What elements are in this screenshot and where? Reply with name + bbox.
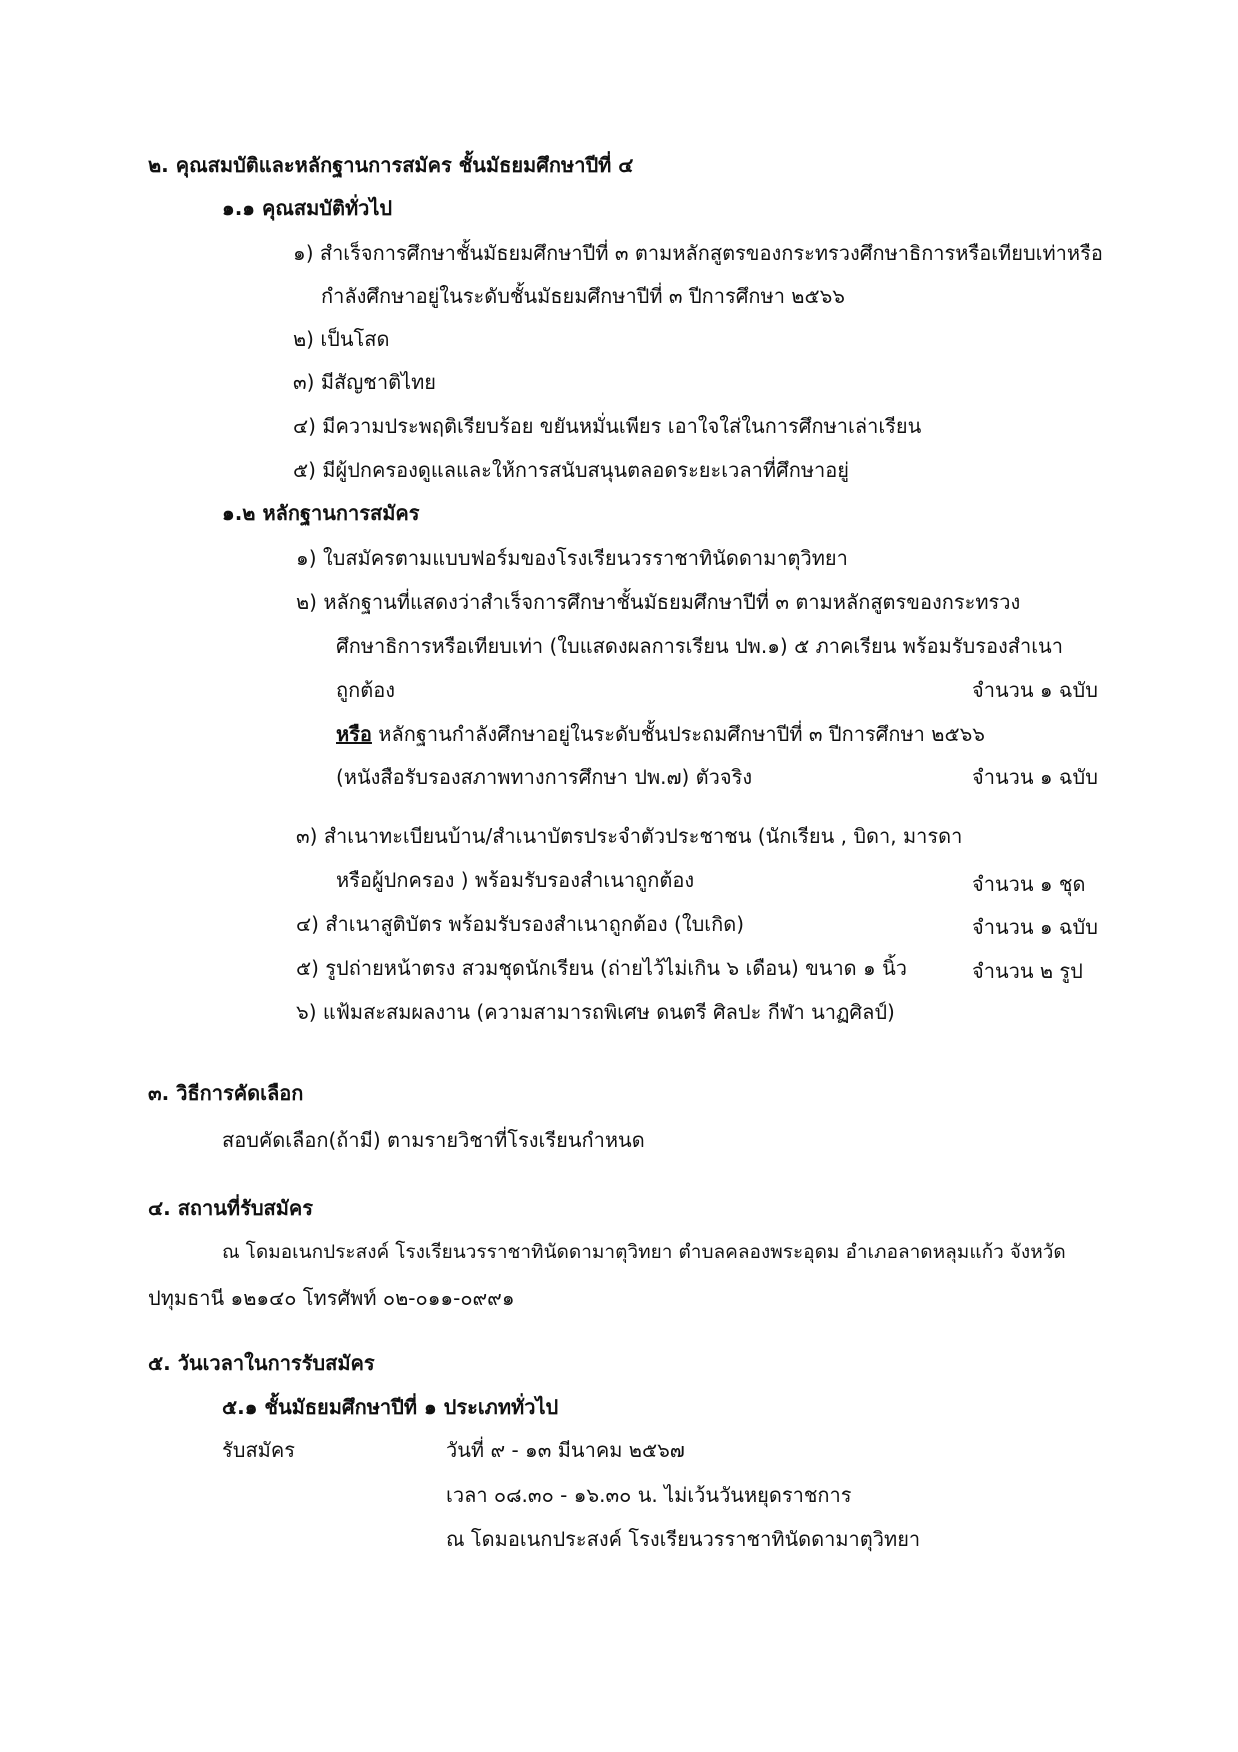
document-item-2-line-1: ๒) หลักฐานที่แสดงว่าสำเร็จการศึกษาชั้นมัธยมศึกษาปีที่ ๓ ตามหลักสูตรของกระทรวง — [296, 590, 1021, 614]
application-label: รับสมัคร — [222, 1438, 295, 1462]
document-item-2-line-5: (หนังสือรับรองสภาพทางการศึกษา ปพ.๗) ตัวจริง — [336, 765, 753, 789]
document-item-4: ๔) สำเนาสูติบัตร พร้อมรับรองสำเนาถูกต้อง (ใบเกิด) — [296, 912, 745, 936]
document-item-5: ๕) รูปถ่ายหน้าตรง สวมชุดนักเรียน (ถ่ายไว้ไม่เกิน ๖ เดือน) ขนาด ๑ นิ้ว — [296, 956, 907, 980]
document-item-2-line-3: ถูกต้อง — [336, 678, 395, 702]
qualification-item-5: ๕) มีผู้ปกครองดูแลและให้การสนับสนุนตลอดระยะเวลาที่ศึกษาอยู่ — [293, 458, 849, 482]
document-item-3-quantity: จำนวน ๑ ชุด — [972, 872, 1086, 896]
qualification-item-3: ๓) มีสัญชาติไทย — [293, 370, 437, 394]
document-item-2-line-2: ศึกษาธิการหรือเทียบเท่า (ใบแสดงผลการเรียน ปพ.๑) ๕ ภาคเรียน พร้อมรับรองสำเนา — [336, 634, 1063, 658]
document-item-3-line-2: หรือผู้ปกครอง ) พร้อมรับรองสำเนาถูกต้อง — [336, 868, 695, 892]
document-item-2-line-4 — [336, 724, 985, 744]
qualification-item-4: ๔) มีความประพฤติเรียบร้อย ขยันหมั่นเพียร เอาใจใส่ในการศึกษาเล่าเรียน — [293, 414, 922, 438]
section-5-1-heading: ๕.๑ ชั้นมัธยมศึกษาปีที่ ๑ ประเภททั่วไป — [222, 1395, 559, 1419]
or-word: หรือ — [336, 722, 372, 746]
application-time: เวลา ๐๘.๓๐ - ๑๖.๓๐ น. ไม่เว้นวันหยุดราชการ — [446, 1483, 852, 1507]
section-4-line-2: ปทุมธานี ๑๒๑๔๐ โทรศัพท์ ๐๒-๐๑๑-๐๙๙๑ — [148, 1286, 515, 1310]
document-item-2-alt-text: หลักฐานกำลังศึกษาอยู่ในระดับชั้นประถมศึกษาปีที่ ๓ ปีการศึกษา ๒๕๖๖ — [371, 722, 985, 746]
section-3-text: สอบคัดเลือก(ถ้ามี) ตามรายวิชาที่โรงเรียนกำหนด — [222, 1128, 645, 1152]
section-2-heading: ๒. คุณสมบัติและหลักฐานการสมัคร ชั้นมัธยมศึกษาปีที่ ๔ — [148, 153, 634, 177]
document-item-6: ๖) แฟ้มสะสมผลงาน (ความสามารถพิเศษ ดนตรี ศิลปะ กีฬา นาฏศิลป์) — [296, 1000, 895, 1024]
qualification-item-1-cont: กำลังศึกษาอยู่ในระดับชั้นมัธยมศึกษาปีที่ ๓ ปีการศึกษา ๒๕๖๖ — [321, 284, 846, 308]
application-place: ณ โดมอเนกประสงค์ โรงเรียนวรราชาทินัดดามาตุวิทยา — [446, 1527, 921, 1551]
section-4-heading: ๔. สถานที่รับสมัคร — [148, 1196, 314, 1220]
document-item-5-quantity: จำนวน ๒ รูป — [972, 959, 1083, 983]
document-item-2-quantity: จำนวน ๑ ฉบับ — [972, 678, 1098, 702]
qualification-item-1: ๑) สำเร็จการศึกษาชั้นมัธยมศึกษาปีที่ ๓ ตามหลักสูตรของกระทรวงศึกษาธิการหรือเทียบเท่าหรือ — [293, 241, 1103, 265]
document-item-2-alt-quantity: จำนวน ๑ ฉบับ — [972, 765, 1098, 789]
section-2-1-heading: ๑.๑ คุณสมบัติทั่วไป — [222, 196, 393, 220]
qualification-item-2: ๒) เป็นโสด — [293, 327, 390, 351]
section-4-line-1: ณ โดมอเนกประสงค์ โรงเรียนวรราชาทินัดดามาตุวิทยา ตำบลคลองพระอุดม อำเภอลาดหลุมแก้ว จังหวัด — [222, 1241, 1066, 1263]
section-2-2-heading: ๑.๒ หลักฐานการสมัคร — [222, 501, 420, 525]
section-3-heading: ๓. วิธีการคัดเลือก — [148, 1081, 304, 1105]
document-item-1: ๑) ใบสมัครตามแบบฟอร์มของโรงเรียนวรราชาทินัดดามาตุวิทยา — [296, 546, 848, 570]
application-date: วันที่ ๙ - ๑๓ มีนาคม ๒๕๖๗ — [446, 1438, 685, 1462]
document-item-4-quantity: จำนวน ๑ ฉบับ — [972, 915, 1098, 939]
document-item-3-line-1: ๓) สำเนาทะเบียนบ้าน/สำเนาบัตรประจำตัวประชาชน (นักเรียน , บิดา, มารดา — [296, 824, 963, 848]
section-5-heading: ๕. วันเวลาในการรับสมัคร — [148, 1351, 375, 1375]
